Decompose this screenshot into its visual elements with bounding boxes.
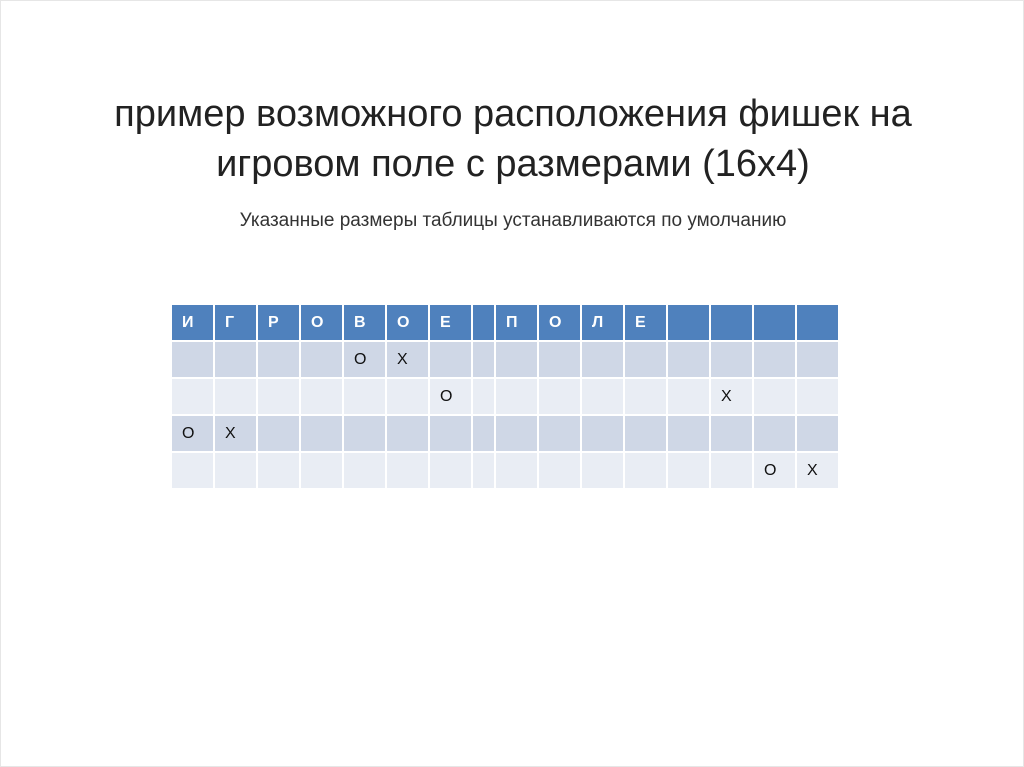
board-cell: [667, 415, 710, 452]
board-cell: [667, 452, 710, 489]
slide-title: [41, 89, 985, 189]
board-cell: [343, 452, 386, 489]
title-line-2: игровом поле с размерами (16х4): [216, 143, 810, 185]
board-cell: [214, 452, 257, 489]
board-cell: [667, 341, 710, 378]
board-header-cell: Л: [581, 304, 624, 341]
board-header-cell: В: [343, 304, 386, 341]
board-cell: [472, 378, 495, 415]
board-cell: [538, 341, 581, 378]
board-cell: [538, 378, 581, 415]
board-header-cell: О: [386, 304, 429, 341]
board-cell: [257, 378, 300, 415]
board-cell: [171, 452, 214, 489]
board-cell: [257, 415, 300, 452]
board-cell: X: [386, 341, 429, 378]
board-header-cell: И: [171, 304, 214, 341]
board-cell: [472, 452, 495, 489]
board-cell: [257, 452, 300, 489]
board-cell: [710, 452, 753, 489]
board-cell: [495, 378, 538, 415]
board-cell: [710, 341, 753, 378]
board-header-cell: О: [538, 304, 581, 341]
board-cell: X: [710, 378, 753, 415]
board-cell: [429, 415, 472, 452]
board-cell: [624, 415, 667, 452]
board-cell: [624, 452, 667, 489]
board-cell: [300, 341, 343, 378]
board-cell: [796, 378, 839, 415]
board-header-cell: [667, 304, 710, 341]
board-cell: [472, 341, 495, 378]
board-cell: [667, 378, 710, 415]
board-cell: [171, 378, 214, 415]
board-cell: [796, 415, 839, 452]
board-cell: [300, 415, 343, 452]
board-cell: [581, 378, 624, 415]
board-header-cell: [753, 304, 796, 341]
board-cell: [343, 415, 386, 452]
slide-subtitle: Указанные размеры таблицы устанавливаются по умолчанию: [239, 210, 787, 231]
board-cell: [386, 452, 429, 489]
board-cell: [753, 341, 796, 378]
board-header-cell: Р: [257, 304, 300, 341]
board-cell: X: [214, 415, 257, 452]
board-header-cell: П: [495, 304, 538, 341]
board-cell: O: [343, 341, 386, 378]
board-cell: [581, 415, 624, 452]
board-cell: [581, 452, 624, 489]
board-header-cell: Е: [429, 304, 472, 341]
board-cell: [300, 378, 343, 415]
board-cell: [624, 341, 667, 378]
board-cell: [495, 452, 538, 489]
board-cell: O: [429, 378, 472, 415]
board-cell: [495, 415, 538, 452]
board-header-cell: [796, 304, 839, 341]
board-cell: [796, 341, 839, 378]
board-cell: [386, 378, 429, 415]
board-cell: [538, 452, 581, 489]
board-header-cell: [472, 304, 495, 341]
board-cell: [581, 341, 624, 378]
board-cell: [495, 341, 538, 378]
board-cell: [300, 452, 343, 489]
board-header-row: [171, 304, 839, 341]
board-cell: [429, 341, 472, 378]
game-board: [170, 303, 840, 490]
board-cell: [386, 415, 429, 452]
board-cell: [538, 415, 581, 452]
board-cell: O: [753, 452, 796, 489]
board-cell: [257, 341, 300, 378]
board-cell: [710, 415, 753, 452]
board-header-cell: [710, 304, 753, 341]
board-row: [171, 415, 839, 452]
board-cell: [214, 341, 257, 378]
board-cell: [171, 341, 214, 378]
board-header-cell: Е: [624, 304, 667, 341]
title-line-1: пример возможного расположения фишек на: [114, 93, 912, 135]
board-header-cell: О: [300, 304, 343, 341]
board-cell: [753, 378, 796, 415]
board-cell: [214, 378, 257, 415]
board-cell: [753, 415, 796, 452]
board-row: [171, 378, 839, 415]
board-cell: [472, 415, 495, 452]
board-cell: [624, 378, 667, 415]
board-row: [171, 452, 839, 489]
board-cell: O: [171, 415, 214, 452]
board-cell: X: [796, 452, 839, 489]
board-row: [171, 341, 839, 378]
board-cell: [429, 452, 472, 489]
board-cell: [343, 378, 386, 415]
board-header-cell: Г: [214, 304, 257, 341]
